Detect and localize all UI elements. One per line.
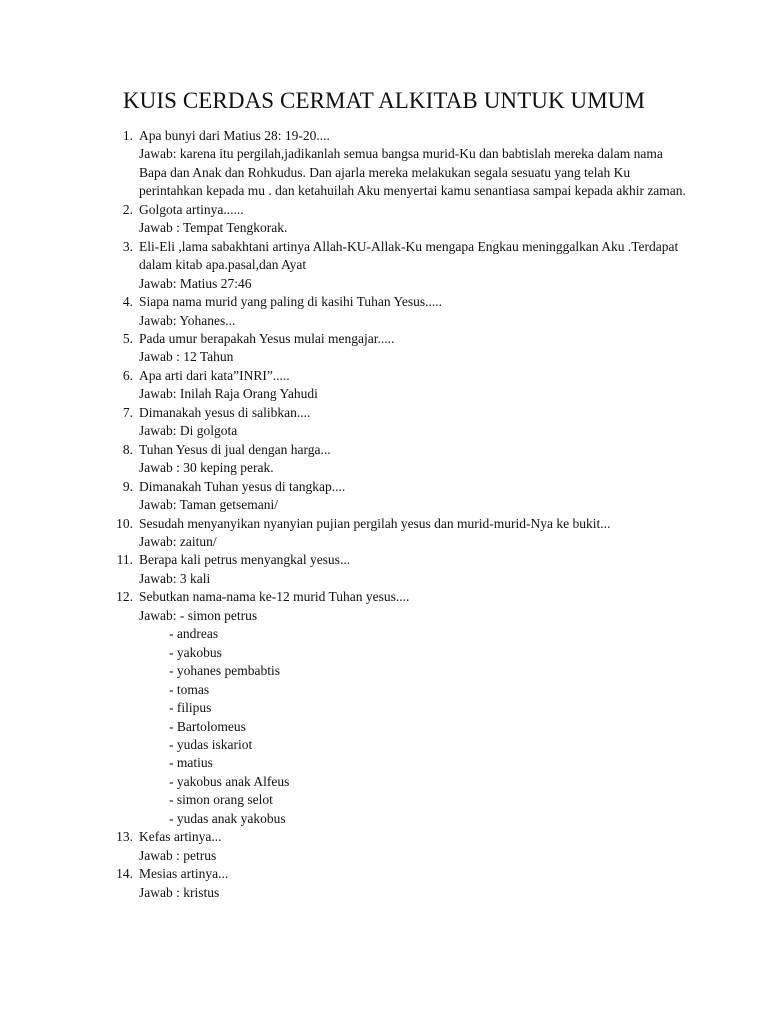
question-item xyxy=(108,588,688,828)
answer-text: Jawab : petrus xyxy=(139,847,217,863)
answer-text: Jawab: Di golgota xyxy=(139,423,238,439)
disciple-item: - matius xyxy=(169,755,213,771)
question-number: 8. xyxy=(122,441,133,457)
answer-text: Jawab : 30 keping perak. xyxy=(139,460,274,476)
question-item xyxy=(108,238,688,293)
question-item xyxy=(108,404,688,441)
question-number: 6. xyxy=(122,367,133,383)
disciple-item: - yudas anak yakobus xyxy=(169,810,286,826)
question-item xyxy=(108,828,688,865)
disciple-item: - yakobus anak Alfeus xyxy=(169,773,290,789)
question-text: Golgota artinya...... xyxy=(139,201,244,217)
question-list xyxy=(108,127,688,902)
question-text: Berapa kali petrus menyangkal yesus... xyxy=(139,552,351,568)
question-number: 11. xyxy=(116,552,133,568)
disciple-item: - Bartolomeus xyxy=(169,718,246,734)
answer-text: Jawab : 12 Tahun xyxy=(139,349,234,365)
answer-text: Jawab: 3 kali xyxy=(139,570,211,586)
question-number: 1. xyxy=(122,128,133,143)
question-item xyxy=(108,478,688,515)
answer-text: Jawab: Yohanes... xyxy=(139,312,236,328)
question-text: Apa arti dari kata”INRI”..... xyxy=(139,367,290,383)
disciple-item: - andreas xyxy=(169,626,219,642)
question-item xyxy=(108,367,688,404)
disciple-item: - yakobus xyxy=(169,644,222,660)
answer-text: Jawab : Tempat Tengkorak. xyxy=(139,220,288,236)
question-number: 9. xyxy=(122,478,133,494)
question-number: 2. xyxy=(122,201,133,217)
answer-text: Jawab : kristus xyxy=(139,884,220,900)
question-item xyxy=(108,441,688,478)
disciple-item: - filipus xyxy=(169,700,212,716)
question-item xyxy=(108,293,688,330)
disciple-item: - yohanes pembabtis xyxy=(169,663,280,679)
question-text: Eli-Eli ,lama sabakhtani artinya Allah-KU-Allak-Ku mengapa Engkau meninggalkan Aku .Terdapat dalam kitab apa.pasal,dan Ayat xyxy=(139,238,679,273)
disciple-item: - tomas xyxy=(169,681,210,697)
question-item xyxy=(108,330,688,367)
question-number: 10. xyxy=(116,515,133,531)
question-text: Sebutkan nama-nama ke-12 murid Tuhan yesus.... xyxy=(139,589,410,605)
disciple-list xyxy=(139,625,688,828)
answer-text: Jawab: - simon petrus xyxy=(139,607,258,623)
question-number: 7. xyxy=(122,404,133,420)
question-item xyxy=(108,551,688,588)
answer-text: Jawab: Matius 27:46 xyxy=(139,275,252,291)
question-text: Sesudah menyanyikan nyanyian pujian pergilah yesus dan murid-murid-Nya ke bukit... xyxy=(139,515,611,531)
disciple-item: - yudas iskariot xyxy=(169,736,253,752)
question-number: 13. xyxy=(116,829,133,845)
question-text: Siapa nama murid yang paling di kasihi Tuhan Yesus..... xyxy=(139,294,442,310)
question-text: Dimanakah Tuhan yesus di tangkap.... xyxy=(139,478,346,494)
question-text: Pada umur berapakah Yesus mulai mengajar..... xyxy=(139,330,395,346)
disciple-item: - simon orang selot xyxy=(169,792,273,808)
question-item xyxy=(108,201,688,238)
answer-text: Jawab: Inilah Raja Orang Yahudi xyxy=(139,386,318,402)
question-text: Apa bunyi dari Matius 28: 19-20.... xyxy=(139,128,330,143)
question-number: 5. xyxy=(122,330,133,346)
question-number: 14. xyxy=(116,866,133,882)
answer-text: Jawab: Taman getsemani/ xyxy=(139,497,279,513)
question-item xyxy=(108,127,688,201)
question-text: Dimanakah yesus di salibkan.... xyxy=(139,404,311,420)
question-number: 4. xyxy=(122,294,133,310)
question-text: Kefas artinya... xyxy=(139,829,222,845)
question-text: Mesias artinya... xyxy=(139,866,229,882)
question-item xyxy=(108,515,688,552)
question-item xyxy=(108,865,688,902)
document-title: KUIS CERDAS CERMAT ALKITAB UNTUK UMUM xyxy=(122,88,646,113)
answer-text: Jawab: karena itu pergilah,jadikanlah semua bangsa murid-Ku dan babtislah mereka dalam nama Bapa dan Anak dan Rohkudus. Dan ajarla mereka melakukan segala sesuatu yang telah Ku perintahkan kepada mu . dan ketahuilah Aku menyertai kamu senantiasa sampai kepada akhir zaman. xyxy=(139,146,686,199)
answer-text: Jawab: zaitun/ xyxy=(139,533,217,549)
question-number: 3. xyxy=(122,238,133,254)
question-number: 12. xyxy=(116,589,133,605)
question-text: Tuhan Yesus di jual dengan harga... xyxy=(139,441,331,457)
